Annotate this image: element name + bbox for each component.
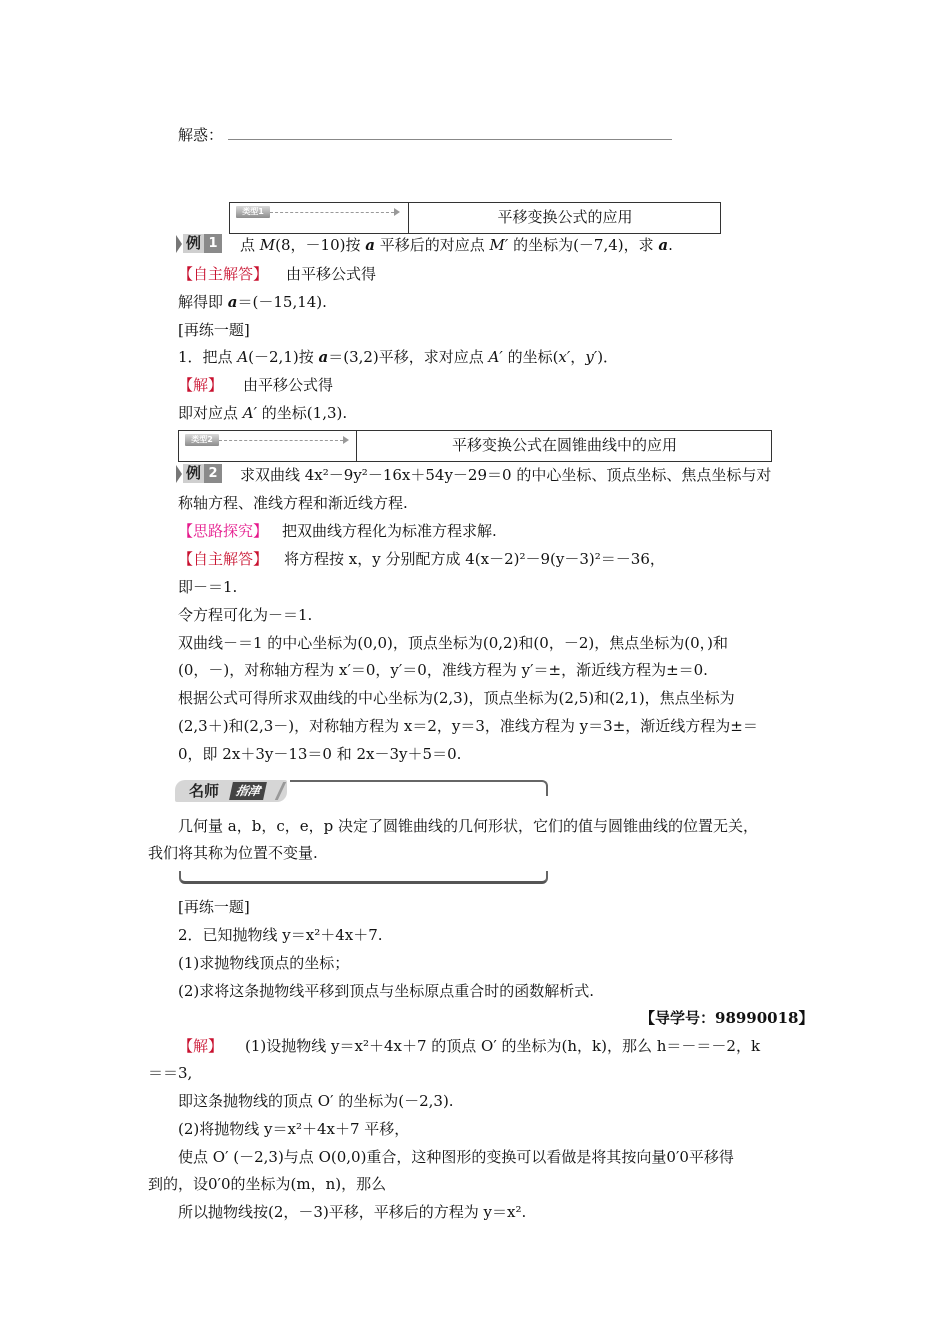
- ex1-answer-line2: 解得即 a＝(－15,14).: [178, 293, 327, 311]
- type2-divider: [356, 431, 357, 461]
- ex2-think-label: 【思路探究】: [178, 522, 269, 540]
- example-arrow-icon: [176, 465, 182, 483]
- example1-badge: [176, 234, 222, 253]
- jiehuo-blank-line: [228, 139, 672, 140]
- practice1-header: [再练一题]: [178, 321, 250, 339]
- example1-label: 例: [183, 234, 204, 253]
- type1-arrow-icon: [394, 208, 400, 216]
- example2-question-line2: 称轴方程、准线方程和渐近线方程.: [178, 494, 408, 512]
- type1-header: [229, 202, 721, 234]
- ex2-answer-line6: 根据公式可得所求双曲线的中心坐标为(2,3)，顶点坐标为(2,5)和(2,1)，焦点坐标为: [178, 689, 735, 707]
- practice2-guide-number: 【导学号：98990018】: [640, 1009, 814, 1027]
- practice2-q1: 2．已知抛物线 y＝x²＋4x＋7.: [178, 926, 383, 944]
- practice2-q3: (2)求将这条抛物线平移到顶点与坐标原点重合时的函数解析式.: [178, 982, 595, 1000]
- tip-top-rule: [290, 780, 548, 796]
- type1-divider: [408, 203, 409, 233]
- example2-number: 2: [204, 464, 222, 483]
- ex1-answer-heading: [178, 264, 376, 284]
- ex2-answer-line8: 0，即 2x＋3y－13＝0 和 2x－3y＋5＝0.: [178, 745, 462, 763]
- practice1-answer-line2: 即对应点 A′ 的坐标(1,3).: [178, 404, 348, 422]
- tip-badge: [175, 780, 287, 802]
- ex2-answer-line7: (2,3＋)和(2,3－)，对称轴方程为 x＝2，y＝3，准线方程为 y＝3±，渐近线方程为±＝: [178, 717, 758, 735]
- practice2-answer-line2: ＝＝3,: [148, 1064, 193, 1082]
- tip-bottom-rule: [179, 871, 548, 884]
- type2-arrow-icon: [343, 436, 349, 444]
- tip-line2: 我们将其称为位置不变量.: [148, 844, 318, 862]
- example2-label: 例: [183, 464, 204, 483]
- practice2-header: [再练一题]: [178, 898, 250, 916]
- example2-badge: [176, 464, 222, 483]
- ex2-answer-line1: 【自主解答】 将方程按 x，y 分别配方成 4(x－2)²－9(y－3)²＝－36，: [178, 550, 665, 568]
- type2-arrow-line: [219, 440, 343, 441]
- type2-title: 平移变换公式在圆锥曲线中的应用: [451, 436, 677, 454]
- practice2-answer-line6: 到的，设0′0的坐标为(m，n)，那么: [148, 1175, 387, 1193]
- ex1-answer-text: 由平移公式得: [286, 265, 377, 283]
- ex2-think: 【思路探究】 把双曲线方程化为标准方程求解.: [178, 522, 497, 540]
- practice2-answer-line4: (2)将抛物线 y＝x²＋4x＋7 平移，: [178, 1120, 410, 1138]
- ex2-answer-line5: (0，－)，对称轴方程为 x′＝0，y′＝0，准线方程为 y′＝±，渐近线方程为±＝0.: [178, 661, 708, 679]
- tip-badge-word2: 指津: [229, 782, 267, 800]
- type1-arrow-line: [270, 212, 394, 213]
- type2-tag: 类型2: [185, 434, 219, 446]
- example-arrow-icon: [176, 235, 182, 253]
- practice2-q2: (1)求抛物线顶点的坐标；: [178, 954, 350, 972]
- practice2-answer-line5: 使点 O′ (－2,3)与点 O(0,0)重合，这种图形的变换可以看做是将其按向量0′0平移得: [178, 1148, 734, 1166]
- practice2-answer-line1: 【解】 (1)设抛物线 y＝x²＋4x＋7 的顶点 O′ 的坐标为(h，k)，那么 h＝－＝－2，k: [178, 1037, 761, 1055]
- practice1-answer: 【解】 由平移公式得: [178, 376, 334, 394]
- tip-badge-slash: [275, 782, 286, 800]
- ex2-answer-line2: 即－＝1.: [178, 578, 238, 596]
- practice1-answer-label: 【解】: [178, 376, 224, 394]
- example2-question-line1: 求双曲线 4x²－9y²－16x＋54y－29＝0 的中心坐标、顶点坐标、焦点坐标与对: [240, 466, 772, 484]
- example1-number: 1: [204, 234, 222, 253]
- example1-question: 点 M(8，－10)按 a 平移后的对应点 M′ 的坐标为(－7,4)，求 a.: [240, 236, 673, 254]
- ex2-answer-line3: 令方程可化为－＝1.: [178, 606, 313, 624]
- type2-header: [178, 430, 772, 462]
- tip-badge-word1: 名师: [189, 782, 220, 800]
- type1-tag: 类型1: [236, 206, 270, 218]
- ex2-answer-label: 【自主解答】: [178, 550, 269, 568]
- practice2-answer-line7: 所以抛物线按(2，－3)平移，平移后的方程为 y＝x².: [178, 1203, 527, 1221]
- ex2-answer-line4: 双曲线－＝1 的中心坐标为(0,0)，顶点坐标为(0,2)和(0，－2)，焦点坐标为(0，)和: [178, 634, 728, 652]
- ex1-answer-label: 【自主解答】: [178, 265, 269, 283]
- tip-line1: 几何量 a，b，c，e，p 决定了圆锥曲线的几何形状，它们的值与圆锥曲线的位置无关，: [178, 817, 758, 835]
- practice1-question: 1．把点 A(－2,1)按 a＝(3,2)平移，求对应点 A′ 的坐标(x′，y′)．: [178, 348, 619, 366]
- practice2-answer-label: 【解】: [178, 1037, 224, 1055]
- practice2-answer-line3: 即这条抛物线的顶点 O′ 的坐标为(－2,3).: [178, 1092, 454, 1110]
- jiehuo-label: 解惑：: [178, 126, 224, 144]
- type1-title: 平移变换公式的应用: [497, 208, 633, 226]
